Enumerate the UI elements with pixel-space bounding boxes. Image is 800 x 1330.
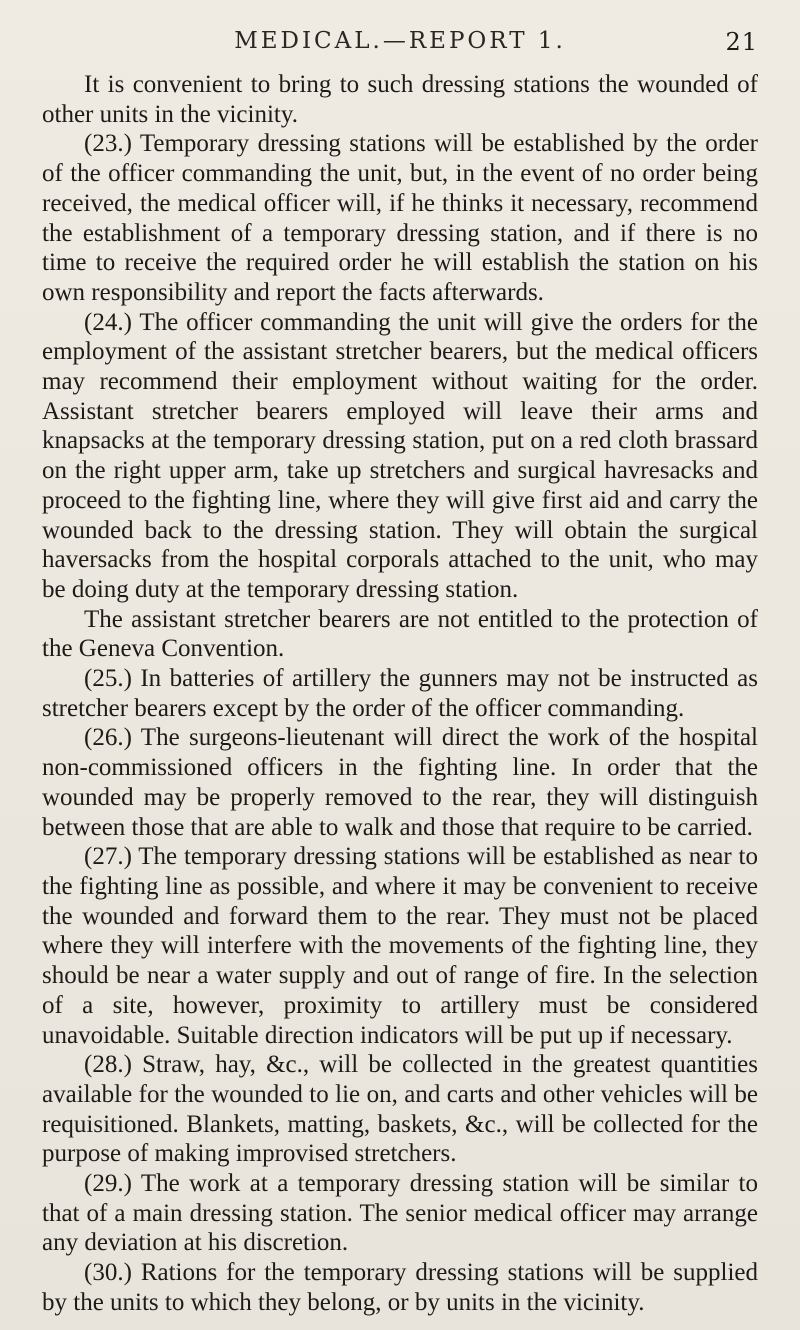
paragraph-28: (28.) Straw, hay, &c., will be collected in the greatest quantities available for the wounded to lie on, and carts and other vehicles will be requisitioned. Blankets, matting, baskets, &c., will be collected for the purpose of making improvised stretchers. [42, 1051, 758, 1168]
body-text [42, 70, 758, 1318]
paragraph-24-note: The assistant stretcher bearers are not entitled to the protection of the Geneva Convention. [42, 605, 758, 663]
paragraph-29: (29.) The work at a temporary dressing station will be similar to that of a main dressing station. The senior medical officer may arrange any deviation at his discretion. [42, 1170, 758, 1257]
paragraph-30: (30.) Rations for the temporary dressing stations will be supplied by the units to which they belong, or by units in the vicinity. [42, 1259, 758, 1316]
paragraph-26: (26.) The surgeons-lieutenant will direct the work of the hospital non-commissioned officers in the fighting line. In order that the wounded may be properly removed to the rear, they will distinguish between those that are able to walk and those that require to be carried. [42, 724, 758, 841]
paragraph-27: (27.) The temporary dressing stations will be established as near to the fighting line as possible, and where it may be convenient to receive the wounded and forward them to the rear. They must not be placed where they will interfere with the movements of the fighting line, they should be near a water supply and out of range of fire. In the selection of a site, however, proximity to artillery must be considered unavoidable. Suitable direction indicators will be put up if necessary. [42, 843, 758, 1049]
page-header [42, 28, 758, 60]
paragraph-25: (25.) In batteries of artillery the gunners may not be instructed as stretcher bearers except by the order of the officer commanding. [42, 665, 758, 722]
paragraph-continuation: It is convenient to bring to such dressing stations the wounded of other units in the vicinity. [42, 71, 758, 128]
running-title: MEDICAL.—REPORT 1. [234, 28, 566, 54]
paragraph-23: (23.) Temporary dressing stations will be established by the order of the officer commanding the unit, but, in the event of no order being received, the medical officer will, if he thinks it necessary, recommend the establishment of a temporary dressing station, and if there is no time to receive the required order he will establish the station on his own responsibility and report the facts afterwards. [42, 130, 758, 306]
paragraph-24: (24.) The officer commanding the unit will give the orders for the employment of the assistant stretcher bearers, but the medical officers may recommend their employment without waiting for the order. Assistant stretcher bearers employed will leave their arms and knapsacks at the temporary dressing station, put on a red cloth brassard on the right upper arm, take up stretchers and surgical havresacks and proceed to the fighting line, where they will give first aid and carry the wounded back to the dressing station. They will obtain the surgical haversacks from the hospital corporals attached to the unit, who may be doing duty at the temporary dressing station. [42, 308, 758, 603]
page-number: 21 [725, 28, 758, 56]
